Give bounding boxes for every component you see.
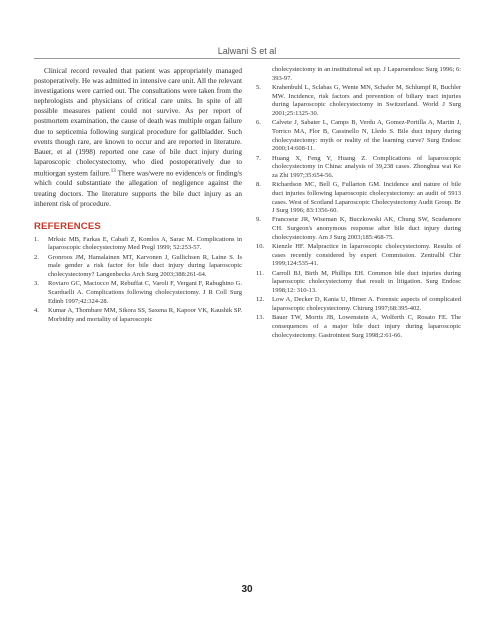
body-paragraph	[34, 66, 242, 209]
citation-superscript[interactable]: 13	[110, 168, 116, 174]
running-header: Lalwani S et al	[217, 46, 277, 56]
left-column	[34, 66, 242, 325]
reference-number: 4.	[34, 306, 39, 314]
reference-text: Calvete J, Sabater L, Camps B, Verdu A, Gomez-Portilla A, Martin J, Torrico MA, Flor B, Cassinello N, Lledo S. Bile duct injury during cholecystectomy: myth or reality of the learning curve? Surg Endosc 2000;14:608-11.	[272, 119, 461, 153]
reference-number: 6.	[256, 119, 261, 127]
reference-item	[34, 307, 242, 324]
header-divider	[34, 58, 460, 59]
reference-text: cholecystectomy in an institutional set up. J Laparoendosc Surg 1996; 6: 393-97.	[272, 66, 461, 82]
page-number: 30	[241, 584, 253, 595]
body-paragraph-text: Clinical record revealed that patient was appropriately managed postoperatively. He was admitted in intensive care unit. All the relevant investigations were carried out. The consultations were taken from the nephrologists and physicians of critical care units. In spite of all possible measures patient could not survive. As per report of postmortem examination, the cause of death was multiple organ failure due to septicemia following surgical procedure for gallbladder. Such events though rare, are known to occur and are reported in literature. Bauer, et al (1998) reported one case of bile duct injury during laparoscopic cholecystectomy, who died postoperatively due to multiorgan system failure.	[34, 67, 242, 178]
reference-text: Low A, Decker D, Kania U, Hirner A. Forensic aspects of complicated laparoscopic cholecystectomy. Chirurg 1997;68:395-402.	[272, 296, 461, 312]
reference-item-continued	[256, 66, 461, 83]
reference-item	[256, 119, 461, 154]
reference-item	[256, 181, 461, 216]
right-column	[256, 66, 461, 341]
body-paragraph-end: There was/were no evidence/s or finding/s which could substantiate the allegation of negligence against the treating doctors. The literature supports the bile duct injury as an inherent risk of procedure.	[34, 169, 242, 208]
reference-number: 10.	[256, 243, 265, 251]
reference-text: Richardson MC, Bell G, Fullarton GM. Incidence and nature of bile duct injuries following laparoscopic cholecystectomy: an audit of 5913 cases. West of Scotland Laparoscopic Cholecystectomy Audit Group. Br J Surg 1996; 83:1356-60.	[272, 181, 461, 215]
reference-number: 5.	[256, 83, 261, 91]
reference-text: Bauer TW, Morris JB, Lowenstein A, Wolferth C, Rosato FE. The consequences of a major bile duct injury during laparoscopic cholecystectomy. Gastrointest Surg 1998;2:61-66.	[272, 314, 461, 339]
reference-number: 2.	[34, 253, 39, 261]
reference-item	[256, 216, 461, 242]
reference-number: 1.	[34, 235, 39, 243]
reference-number: 8.	[256, 181, 261, 189]
references-heading: REFERENCES	[34, 220, 101, 232]
references-list-left	[34, 236, 242, 325]
reference-text: Gronroos JM, Hamalainen MT, Karvonen J, Gullichsen R, Laine S. Is male gender a risk factor for bile duct injury during laparoscopic cholecystectomy? Langenbecks Arch Surg 2003;388:261-64.	[48, 253, 242, 279]
reference-item	[34, 254, 242, 280]
reference-item	[256, 296, 461, 313]
reference-text: Kienzle HF. Malpractice in laparoscopic cholecystectomy. Results of cases recently considered by expert Commission. Zentralbl Chir 1999;124:535-41.	[272, 243, 461, 268]
reference-item	[256, 155, 461, 181]
reference-item	[256, 243, 461, 269]
reference-item	[256, 84, 461, 119]
reference-number: 12.	[256, 296, 265, 304]
reference-text: Mrksic MB, Farkas E, Cabafi Z, Komlos A, Sarac M. Complications in laparoscopic cholecystectomy Med Pregl 1999; 52:253-57.	[48, 235, 242, 252]
reference-number: 11.	[256, 269, 264, 277]
references-list-right	[256, 66, 461, 340]
reference-number: 9.	[256, 216, 261, 224]
reference-text: Carroll BJ, Birth M, Phillips EH. Common bile duct injuries during laparoscopic cholecystectomy that result in litigation. Surg Endosc 1998;12: 310-13.	[272, 269, 461, 295]
reference-item	[256, 314, 461, 340]
reference-number: 7.	[256, 154, 261, 162]
reference-number: 13.	[256, 314, 265, 322]
reference-item	[34, 236, 242, 253]
reference-text: Francoeur JR, Wiseman K, Buczkowski AK, Chung SW, Scudamore CH. Surgeon's anonymous response after bile duct injury during cholecystectomy. Am J Surg 2003;185:468-75.	[272, 216, 461, 241]
reference-text: Krahenbuhl L, Sclabas G, Wente MN, Schafer M, Schlumpf R, Buchler MW. Incidence, risk factors and prevention of biliary tract injuries during laparoscopic cholecystectomy in Switzerland. World J Surg 2001;25:1325-30.	[272, 83, 461, 118]
reference-text: Huang X, Feng Y, Huang Z. Complications of laparoscopic cholecystectomy in China: analysis of 39,238 cases. Zhonghua wai Ke za Zhi 1997;35:654-56.	[272, 154, 461, 179]
reference-number: 3.	[34, 280, 39, 288]
reference-text: Roviaro GC, Maciocco M, Rebuffat C, Varoli F, Vergani F, Rabughino G. Scarduelli A. Complications following cholecystectomy. J R Coll Surg Edinb 1997;42:324-28.	[48, 280, 242, 305]
reference-item	[34, 280, 242, 306]
reference-text: Kumar A, Thombare MM, Sikora SS, Saxena R, Kapoor VK, Kaushik SP. Morbidity and mortality of laparoscopic	[48, 306, 242, 323]
reference-item	[256, 270, 461, 296]
